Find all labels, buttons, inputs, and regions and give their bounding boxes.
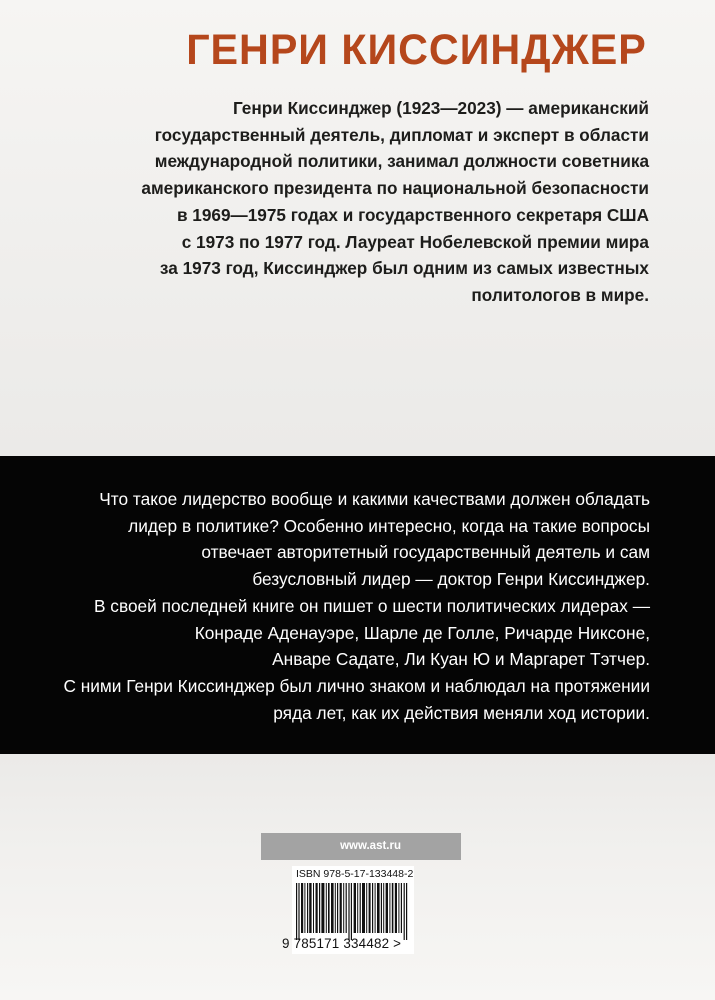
bio-line: международной политики, занимал должности советника xyxy=(154,151,649,172)
author-biography xyxy=(129,95,649,309)
barcode-icon xyxy=(296,883,409,940)
description-line: ряда лет, как их действия меняли ход истории. xyxy=(273,702,650,723)
bio-line: в 1969—1975 годах и государственного секретаря США xyxy=(176,204,649,225)
bio-line: за 1973 год, Киссинджер был одним из самых известных xyxy=(159,258,649,279)
author-name: ГЕНРИ КИССИНДЖЕР xyxy=(186,26,647,74)
bio-line: политологов в мире. xyxy=(471,284,649,305)
isbn-label: ISBN 978-5-17-133448-2 xyxy=(296,868,414,880)
description-line: безусловный лидер — доктор Генри Киссинджер. xyxy=(252,569,650,590)
description-line: Что такое лидерство вообще и какими качествами должен обладать xyxy=(99,489,650,509)
bio-line: государственный деятель, дипломат и эксперт в области xyxy=(154,124,649,145)
description-line: В своей последней книге он пишет о шести политических лидерах — xyxy=(93,595,650,616)
publisher-website[interactable]: www.ast.ru xyxy=(261,833,461,860)
description-line: С ними Генри Киссинджер был лично знаком и наблюдал на протяжении xyxy=(63,675,650,696)
book-description xyxy=(30,486,650,726)
description-line: Конраде Аденауэре, Шарле де Голле, Ричарде Никсоне, xyxy=(194,622,650,643)
bio-line: с 1973 по 1977 год. Лауреат Нобелевской премии мира xyxy=(181,231,649,252)
description-line: отвечает авторитетный государственный деятель и сам xyxy=(201,542,650,563)
description-line: лидер в политике? Особенно интересно, когда на такие вопросы xyxy=(128,515,650,536)
bio-line: американского президента по национальной безопасности xyxy=(141,178,649,199)
description-line: Анваре Садате, Ли Куан Ю и Маргарет Тэтчер. xyxy=(272,649,650,670)
ean-digits: 9 785171 334482 > xyxy=(282,936,402,951)
bio-line: Генри Киссинджер (1923—2023) — американский xyxy=(232,98,649,118)
